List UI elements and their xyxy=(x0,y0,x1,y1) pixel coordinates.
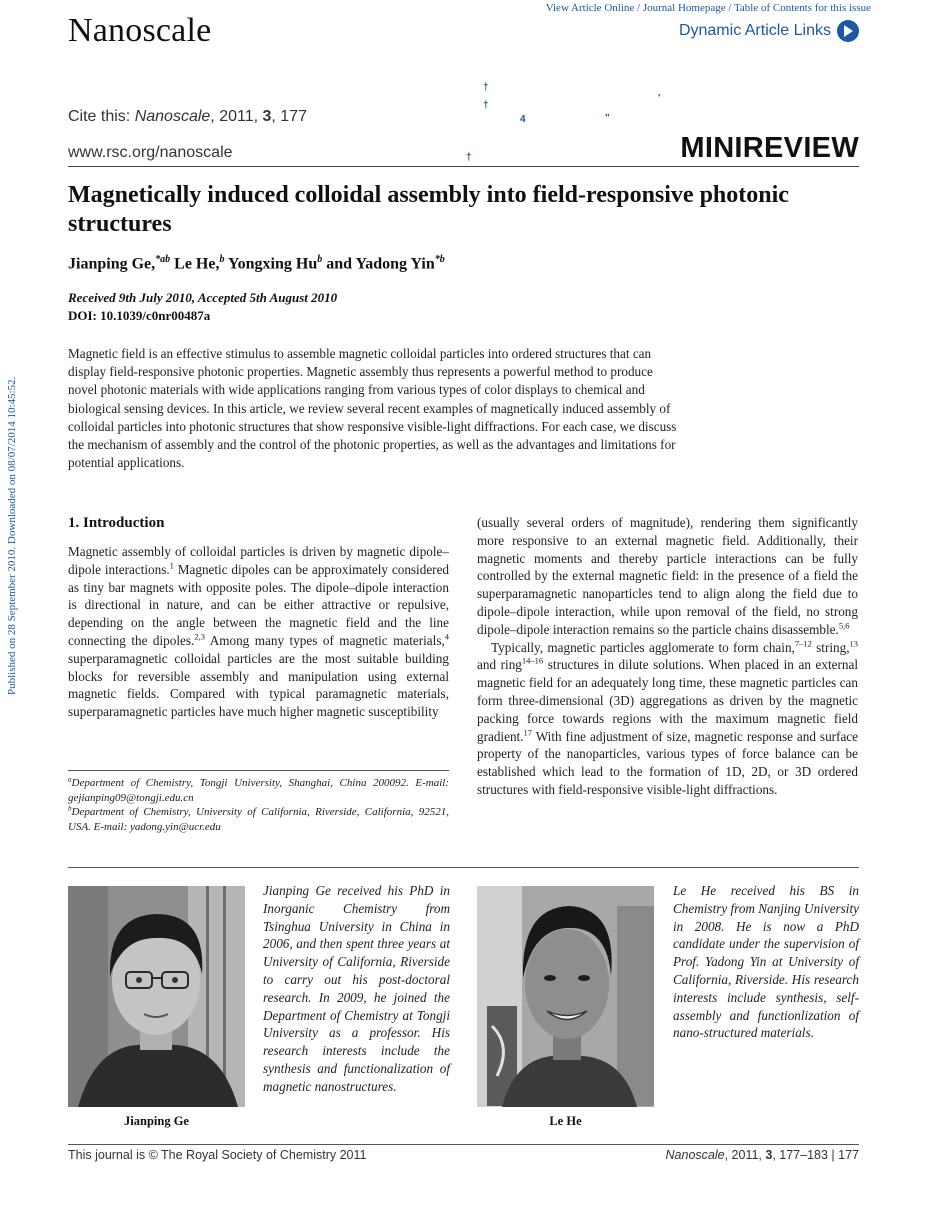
article-type: MINIREVIEW xyxy=(680,132,859,164)
affiliations xyxy=(68,776,449,834)
cite-journal: Nanoscale xyxy=(134,108,211,125)
journal-url[interactable]: www.rsc.org/nanoscale xyxy=(68,144,233,161)
affiliation-divider xyxy=(68,770,449,771)
stray-mark: ' xyxy=(658,93,661,104)
body-text: Magnetic assembly of colloidal particles is driven by magnetic dipole–dipole interactions. xyxy=(68,544,449,577)
journal-name: Nanoscale xyxy=(68,12,212,49)
affiliation-item xyxy=(68,776,449,805)
reference-marker[interactable]: 1 xyxy=(169,560,174,571)
author-affiliation-marker: b xyxy=(317,254,323,265)
reference-marker[interactable]: 17 xyxy=(523,727,533,738)
stray-mark: † xyxy=(483,100,489,111)
affiliation-text: Department of Chemistry, University of California, Riverside, California, 92521, USA. E-mail: yadong.yin@ucr.edu xyxy=(68,806,449,833)
affiliation-item xyxy=(68,805,449,834)
reference-marker[interactable]: 2,3 xyxy=(194,631,205,642)
stray-mark: † xyxy=(483,82,489,93)
body-text: Magnetic dipoles can be approximately considered as tiny bar magnets with opposite poles. The dipole–dipole interaction is directional in nature, and can be either attractive or repulsive, depending on the angle between the magnetic field and the line connecting the dipoles. xyxy=(68,561,450,648)
stray-mark: " xyxy=(605,113,610,124)
citation-line xyxy=(68,108,307,126)
section-heading-introduction: 1. Introduction xyxy=(68,515,165,531)
paragraph xyxy=(477,639,858,799)
body-text: Typically, magnetic particles agglomerate to form chain, xyxy=(491,639,795,655)
body-text: string, xyxy=(811,639,850,655)
cite-prefix: Cite this: xyxy=(68,108,135,125)
table-of-contents-link[interactable]: Table of Contents for this issue xyxy=(733,2,871,14)
copyright-notice: This journal is © The Royal Society of Chemistry 2011 xyxy=(68,1148,367,1162)
reference-marker[interactable]: 13 xyxy=(849,638,858,649)
cite-volume: 3 xyxy=(262,108,272,125)
intro-left-column xyxy=(68,543,449,721)
footer-year: , 2011, xyxy=(724,1148,766,1162)
author-photo-le-he xyxy=(477,886,654,1107)
footer-citation xyxy=(666,1148,859,1162)
top-links xyxy=(546,2,871,14)
footer-divider xyxy=(68,1144,859,1145)
cite-year: , 2011, xyxy=(210,108,263,125)
cite-pages: , 177 xyxy=(271,108,307,125)
link-separator: / xyxy=(725,2,734,14)
stray-mark: 4 xyxy=(520,114,526,125)
body-text: structures in dilute solutions. When placed in an external magnetic field for an adequately long time, these magnetic particles can form three-dimensional (3D) aggregations as driven by the magnetic packing force towards regions with the maximum magnetic field gradient. xyxy=(477,657,858,744)
photo-caption: Le He xyxy=(549,1114,582,1128)
author-name: Yongxing Hu xyxy=(224,255,318,273)
download-sidebar-note: Published on 28 September 2010. Downloaded on 08/07/2014 10:45:52. xyxy=(6,376,18,695)
journal-homepage-link[interactable]: Journal Homepage xyxy=(642,2,726,14)
author-affiliation-marker: b xyxy=(219,254,225,265)
dynamic-article-links[interactable] xyxy=(679,20,859,42)
reference-marker[interactable]: 4 xyxy=(444,631,450,642)
article-title: Magnetically induced colloidal assembly into field-responsive photonic structures xyxy=(68,182,789,237)
author-name: and Yadong Yin xyxy=(322,255,435,273)
stray-mark: † xyxy=(466,152,472,163)
header-divider xyxy=(68,166,859,167)
view-article-online-link[interactable]: View Article Online xyxy=(545,2,635,14)
page-number: 177 xyxy=(838,1148,859,1162)
doi[interactable]: DOI: 10.1039/c0nr00487a xyxy=(68,308,211,323)
body-text: superparamagnetic colloidal particles are the most suitable building blocks for reversible assembly and manipulation using external magnetic fields. Compared with typical paramagnetic materials, superparamagnetic particles have much higher magnetic susceptibility xyxy=(68,650,449,720)
author-name: Jianping Ge, xyxy=(68,255,156,273)
author-affiliation-marker: *b xyxy=(434,254,445,265)
abstract: Magnetic field is an effective stimulus to assemble magnetic colloidal particles into ordered structures that can display field-responsive photonic properties. Magnetic assembly thus represents a powerful method to produce novel photonic materials with wide applications ranging from various types of color displays to chemical and biological sensing devices. In this article, we review several recent examples of magnetically induced assembly of colloidal particles into photonic structures that show responsive visible-light diffractions. For each case, we discuss the mechanism of assembly and the control of the photonic properties, as well as the advantages and limitations for potential applications. xyxy=(68,346,677,471)
body-text: Among many types of magnetic materials, xyxy=(204,632,445,648)
reference-marker[interactable]: 5,6 xyxy=(838,620,850,631)
affiliation-marker: a xyxy=(68,775,72,784)
footer-volume: 3 xyxy=(765,1148,773,1162)
dynamic-article-links-label: Dynamic Article Links xyxy=(678,22,831,39)
body-text: (usually several orders of magnitude), rendering them significantly more responsive to an external magnetic field. Additionally, their magnetic moments and thereby particle interactions can be fully controlled by the external magnetic field: in the presence of a field the superparamagnetic nanoparticles tend to align along the field due to dipole–dipole interaction, while upon removal of the field, no strong dipole–dipole interaction remains so the particle chains disassemble. xyxy=(477,515,858,637)
footer-pages: , 177–183 xyxy=(772,1148,828,1162)
footer-journal: Nanoscale xyxy=(665,1148,725,1162)
body-text: and ring xyxy=(477,657,522,673)
received-dates: Received 9th July 2010, Accepted 5th August 2010 xyxy=(68,290,338,305)
body-text: With fine adjustment of size, magnetic response and surface property of the nanoparticles, various types of force balance can be established which lead to the formation of 1D, 2D, or 3D ordered structures with field-responsive visible-light diffractions. xyxy=(477,728,858,797)
footer-separator: | xyxy=(827,1148,839,1162)
affiliation-text: Department of Chemistry, Tongji University, Shanghai, China 200092. E-mail: gejianping09@tongji.edu.cn xyxy=(68,777,449,804)
biography-text: Le He received his BS in Chemistry from Nanjing University in 2008. He is now a PhD candidate under the supervision of Prof. Yadong Yin at University of California, Riverside. His research interests include synthesis, self-assembly and functionlization of nano-structured materials. xyxy=(673,883,859,1041)
biography-text: Jianping Ge received his PhD in Inorganic Chemistry from Tsinghua University in China in 2006, and then spent three years at University of California, Riverside to carry out his post-doctoral research. In 2009, he joined the Department of Chemistry at Tongji University as a professor. His research interests include the synthesis and functionalization of magnetic nanostructures. xyxy=(263,883,450,1094)
affiliation-marker: b xyxy=(68,804,72,813)
photo-caption: Jianping Ge xyxy=(124,1114,189,1128)
play-arrow-icon[interactable] xyxy=(837,20,859,42)
author-name: Le He, xyxy=(170,255,220,273)
intro-right-column xyxy=(477,514,858,799)
reference-marker[interactable]: 14–16 xyxy=(521,655,544,666)
link-separator: / xyxy=(634,2,643,14)
biography-divider xyxy=(68,867,859,868)
author-affiliation-marker: *ab xyxy=(155,254,171,265)
reference-marker[interactable]: 7–12 xyxy=(794,638,812,649)
author-photo-jianping-ge xyxy=(68,886,245,1107)
author-list xyxy=(68,254,445,273)
paragraph xyxy=(477,514,858,639)
